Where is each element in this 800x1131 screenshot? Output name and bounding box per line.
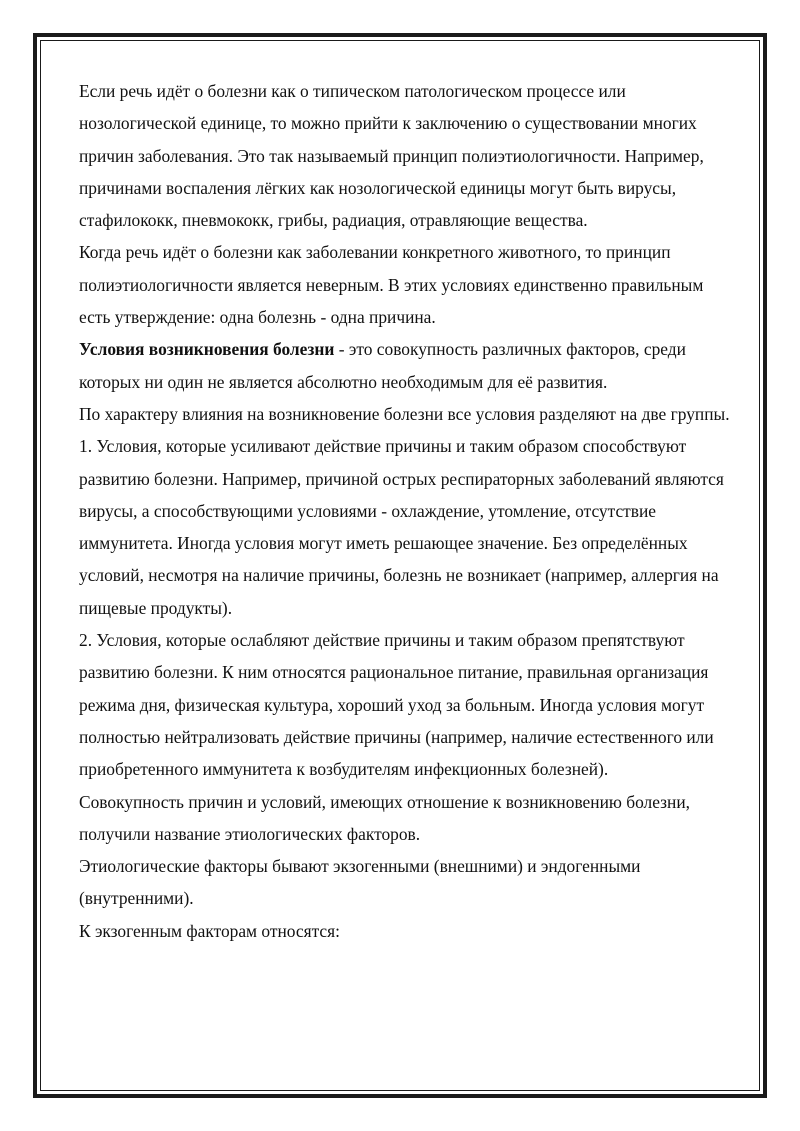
paragraph-condition-group-2: 2. Условия, которые ослабляют действие причины и таким образом препятствуют развитию болезни. К ним относятся рациональное питание, правильная организация режима дня, физическая культура, хороший уход за больным. Иногда условия могут полностью нейтрализовать действие причины (например, наличие естественного или приобретенного иммунитета к возбудителям инфекционных болезней). — [79, 630, 714, 780]
paragraph-condition-group-1: 1. Условия, которые усиливают действие причины и таким образом способствуют развитию болезни. Например, причиной острых респираторных заболеваний являются вирусы, а способствующими условиями - охлаждение, утомление, отсутствие иммунитета. Иногда условия могут иметь решающее значение. Без определённых условий, несмотря на наличие причины, болезнь не возникает (например, аллергия на пищевые продукты). — [79, 436, 724, 618]
paragraph-specific-animal: Когда речь идёт о болезни как заболевании конкретного животного, то принцип полиэтиологичности является неверным. В этих условиях единственно правильным есть утверждение: одна болезнь - одна причина. — [79, 242, 704, 328]
paragraph-conditions-groups: По характеру влияния на возникновение болезни все условия разделяют на две группы. — [79, 403, 730, 424]
paragraph-conditions-definition — [79, 333, 731, 398]
document-body — [79, 75, 731, 947]
page-border — [33, 33, 767, 1098]
paragraph-exogenous-factors: К экзогенным факторам относятся: — [79, 920, 340, 941]
defined-term: Условия возникновения болезни — [79, 339, 335, 360]
definition-text: - это совокупность различных факторов, среди которых ни один не является абсолютно необходимым для её развития. — [79, 339, 686, 392]
paragraph-polyetiology: Если речь идёт о болезни как о типическом патологическом процессе или нозологической единице, то можно прийти к заключению о существовании многих причин заболевания. Это так называемый принцип полиэтиологичности. Например, причинами воспаления лёгких как нозологической единицы могут быть вирусы, стафилококк, пневмококк, грибы, радиация, отравляющие вещества. — [79, 81, 704, 231]
paragraph-factor-types: Этиологические факторы бывают экзогенными (внешними) и эндогенными (внутренними). — [79, 856, 641, 909]
paragraph-etiological-factors: Совокупность причин и условий, имеющих отношение к возникновению болезни, получили название этиологических факторов. — [79, 791, 690, 844]
